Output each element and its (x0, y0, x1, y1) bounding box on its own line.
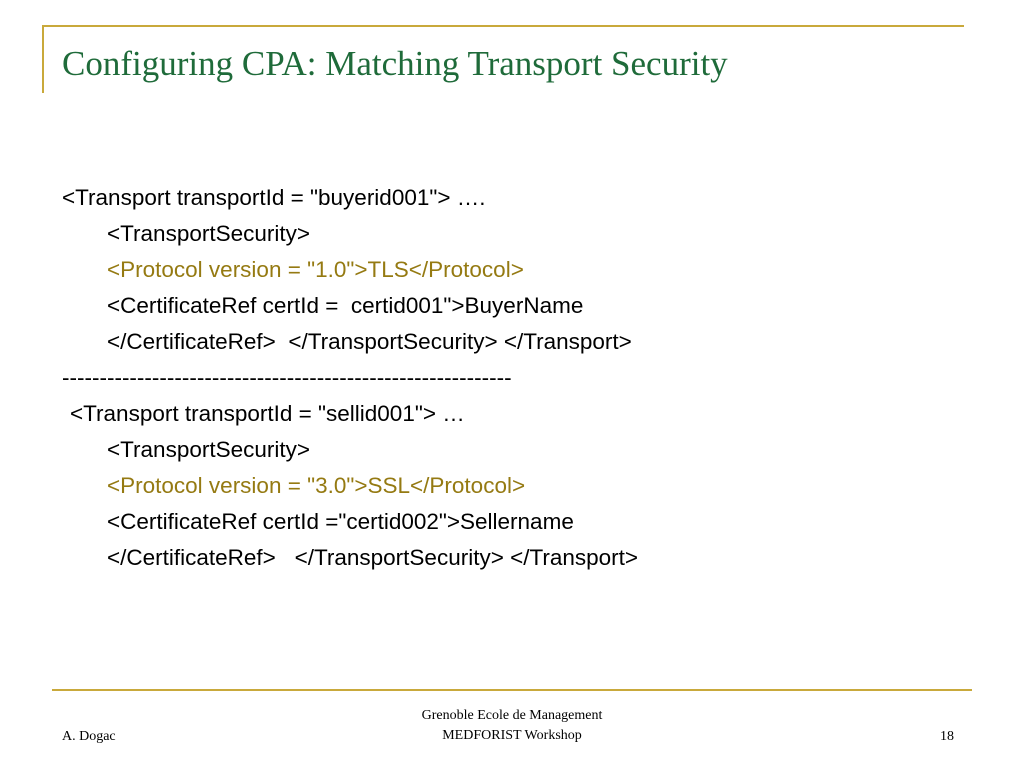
footer-author: A. Dogac (62, 729, 116, 744)
footer-rule (52, 689, 972, 691)
code-line-transport-open-seller: <Transport transportId = "sellid001"> … (70, 401, 465, 426)
footer-institution: Grenoble Ecole de Management (421, 708, 603, 723)
code-line-transport-security-open-buyer: <TransportSecurity> (107, 221, 311, 246)
code-line-certificate-ref-seller: <CertificateRef certId ="certid002">Sellername (107, 509, 574, 534)
code-line-protocol-tls: <Protocol version = "1.0">TLS</Protocol> (107, 257, 524, 282)
code-line-closing-tags-seller: </CertificateRef> </TransportSecurity> </Transport> (107, 545, 639, 570)
title-frame-top-rule (42, 25, 964, 27)
footer-center-text (362, 706, 662, 746)
slide-title: Configuring CPA: Matching Transport Security (62, 44, 728, 83)
footer-page-number: 18 (940, 729, 954, 744)
code-line-closing-tags-buyer: </CertificateRef> </TransportSecurity> </Transport> (107, 329, 632, 354)
code-line-transport-security-open-seller: <TransportSecurity> (107, 437, 311, 462)
title-frame-left-rule (42, 25, 44, 93)
code-line-certificate-ref-buyer: <CertificateRef certId = certid001">BuyerName (107, 293, 584, 318)
separator-dashes: ------------------------------------------------------------ (62, 365, 512, 390)
footer-event: MEDFORIST Workshop (442, 728, 582, 743)
code-line-transport-open-buyer: <Transport transportId = "buyerid001"> …. (62, 185, 486, 210)
code-line-protocol-ssl: <Protocol version = "3.0">SSL</Protocol> (107, 473, 526, 498)
